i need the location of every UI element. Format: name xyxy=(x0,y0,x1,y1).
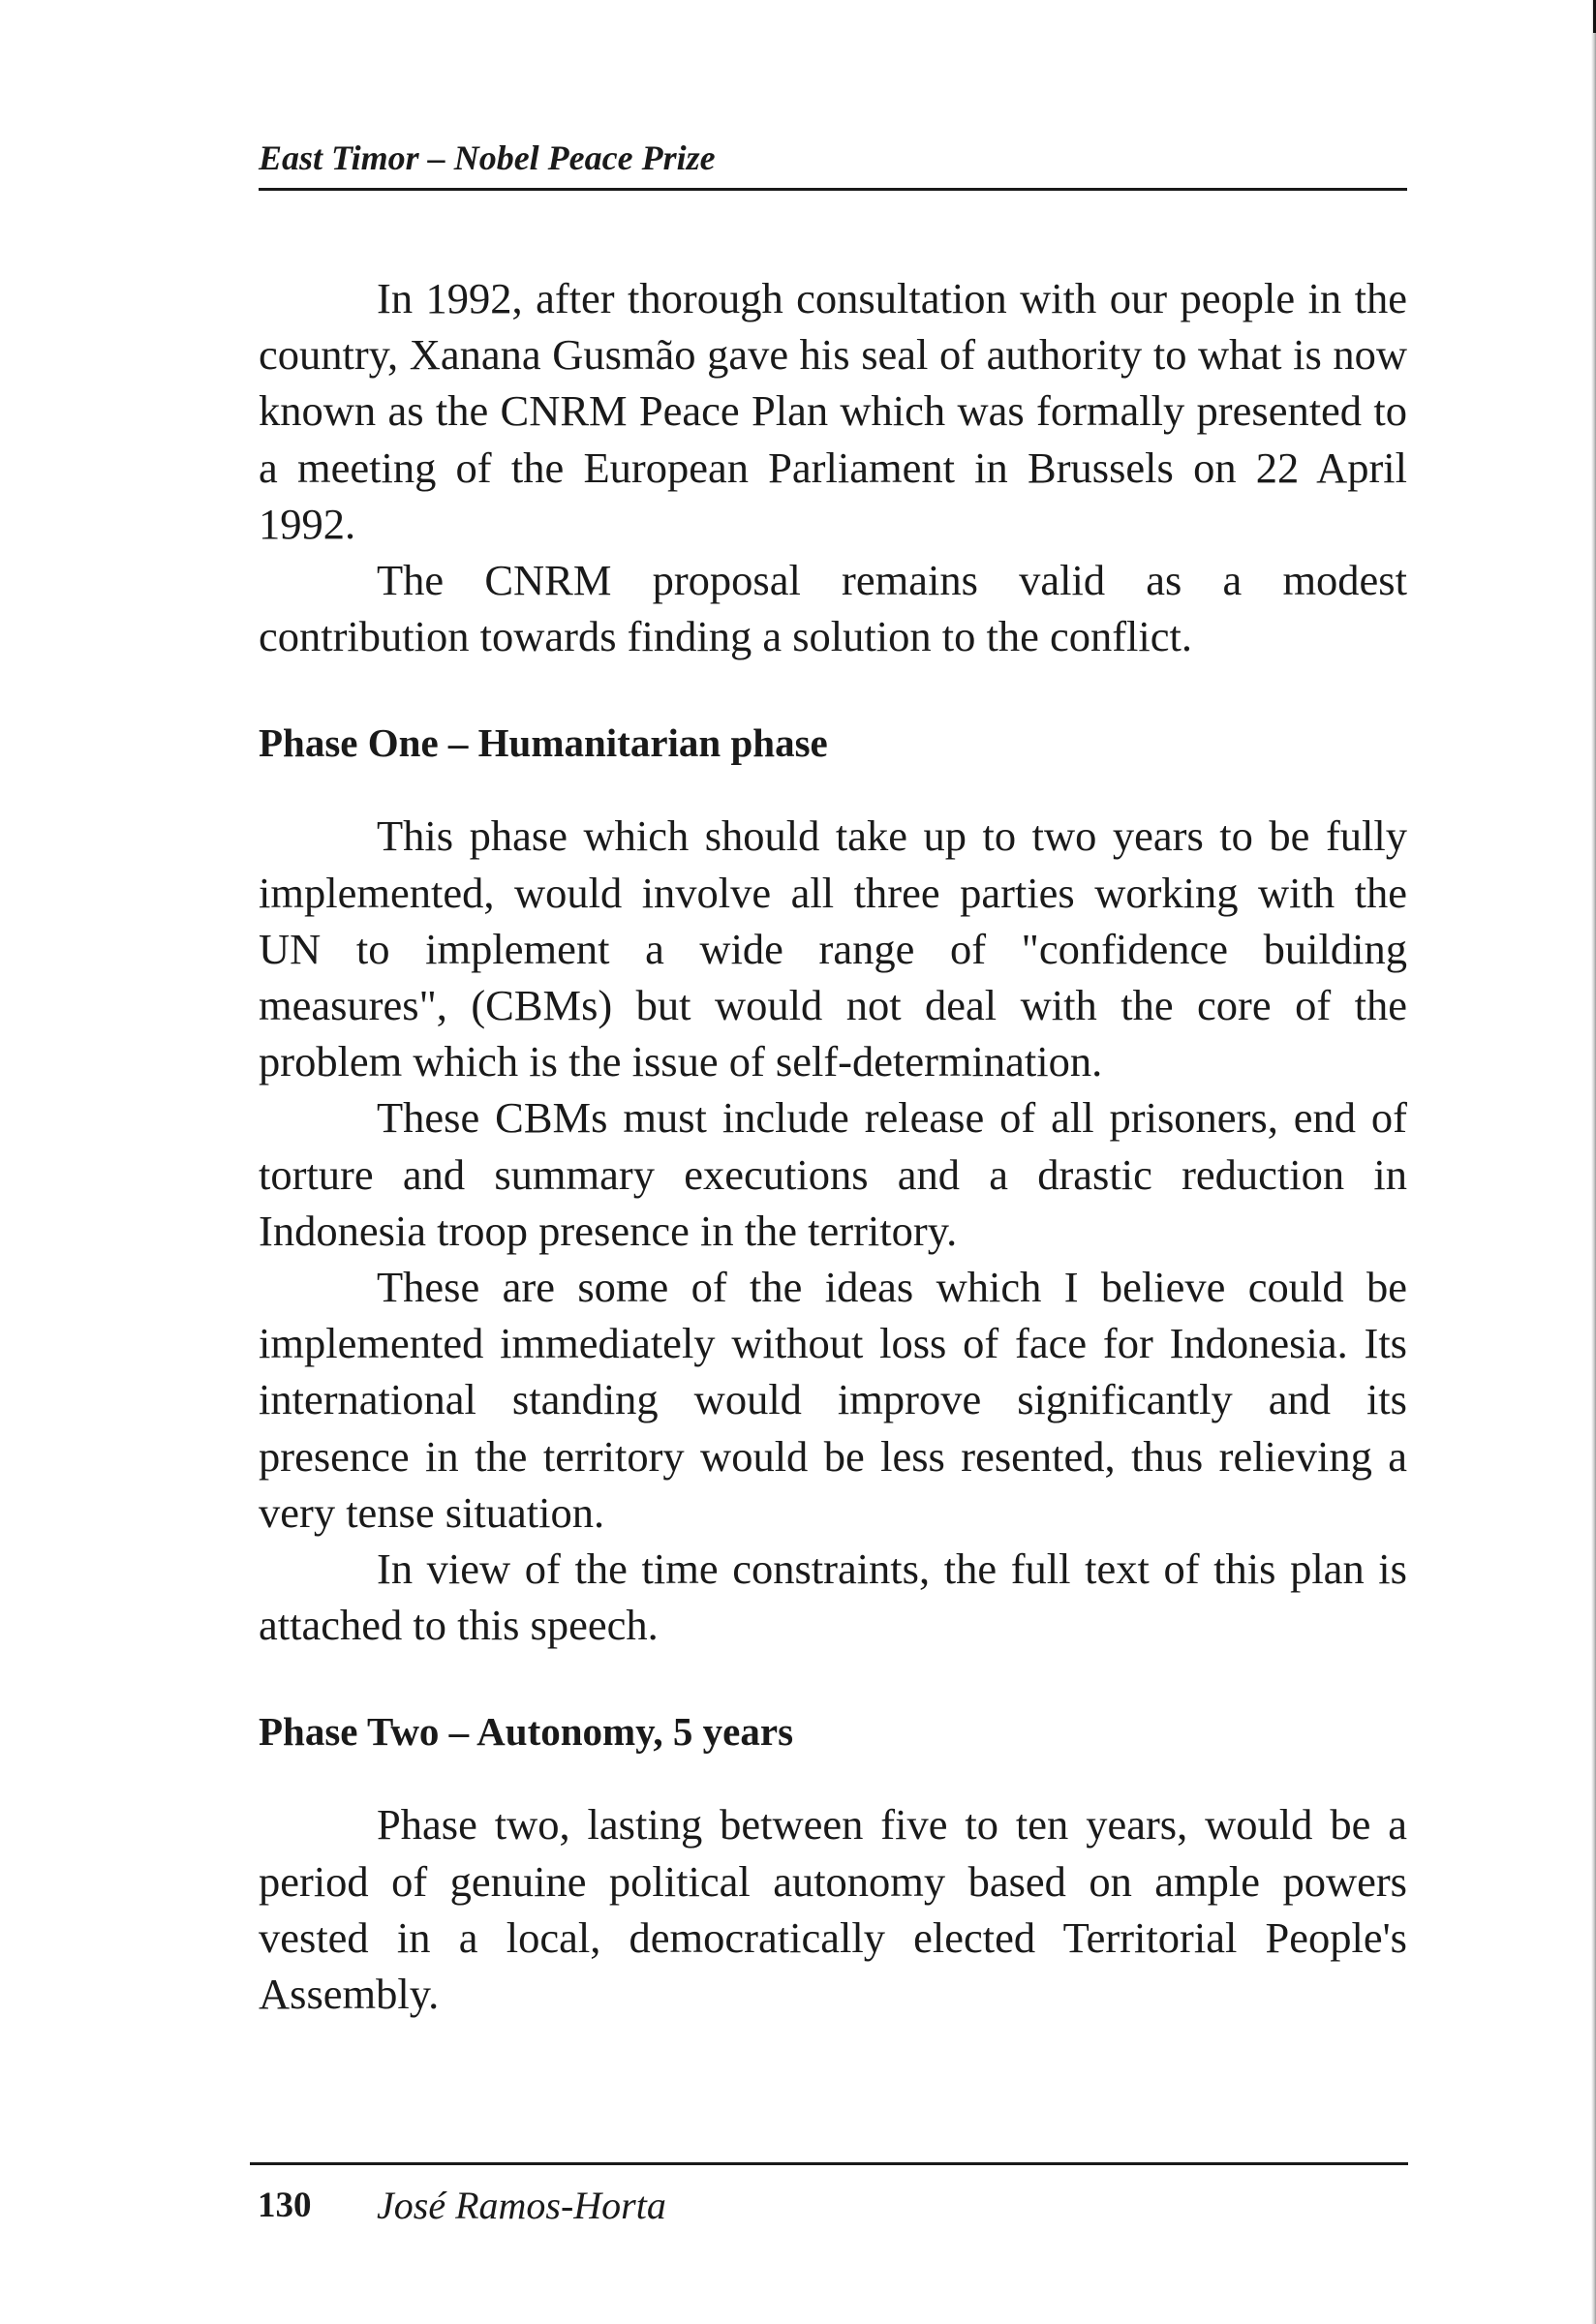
phase-one-paragraph-2: These CBMs must include release of all prisoners, end of torture and summary executions and a drastic reduction in Indonesia troop presence in the territory. xyxy=(259,1093,1407,1255)
intro-paragraph-1: In 1992, after thorough consultation with our people in the country, Xanana Gusmão gave his seal of authority to what is now known as the CNRM Peace Plan which was formally presented to a meeting of the European Parliament in Brussels on 22 April 1992. xyxy=(259,274,1407,548)
running-header xyxy=(259,138,1407,191)
running-footer xyxy=(250,2162,1408,2227)
phase-two-paragraph-1: Phase two, lasting between five to ten years, would be a period of genuine political autonomy based on ample powers vested in a local, democratically elected Territorial People's Assembly. xyxy=(259,1800,1407,2019)
intro-paragraph-2: The CNRM proposal remains valid as a modest contribution towards finding a solution to the conflict. xyxy=(259,556,1407,661)
phase-one-paragraph-4: In view of the time constraints, the full text of this plan is attached to this speech. xyxy=(259,1544,1407,1650)
phase-one-paragraph-3: These are some of the ideas which I believe could be implemented immediately without loss of face for Indonesia. Its international standing would improve significantly and its presence in the territory would be less resented, thus relieving a very tense situation. xyxy=(259,1263,1407,1537)
section-heading-phase-two: Phase Two – Autonomy, 5 years xyxy=(259,1709,794,1755)
running-header-title: East Timor – Nobel Peace Prize xyxy=(259,138,716,177)
footer-author: José Ramos-Horta xyxy=(377,2184,666,2227)
page-body xyxy=(259,270,1407,2022)
page-right-edge-shadow xyxy=(1591,0,1596,2324)
section-heading-phase-one: Phase One – Humanitarian phase xyxy=(259,720,828,766)
phase-one-paragraph-1: This phase which should take up to two years to be fully implemented, would involve all three parties working with the UN to implement a wide range of "confidence building measures", (CBMs) but would not deal with the core of the problem which is the issue of self-determination. xyxy=(259,811,1407,1086)
page-number: 130 xyxy=(258,2186,312,2225)
